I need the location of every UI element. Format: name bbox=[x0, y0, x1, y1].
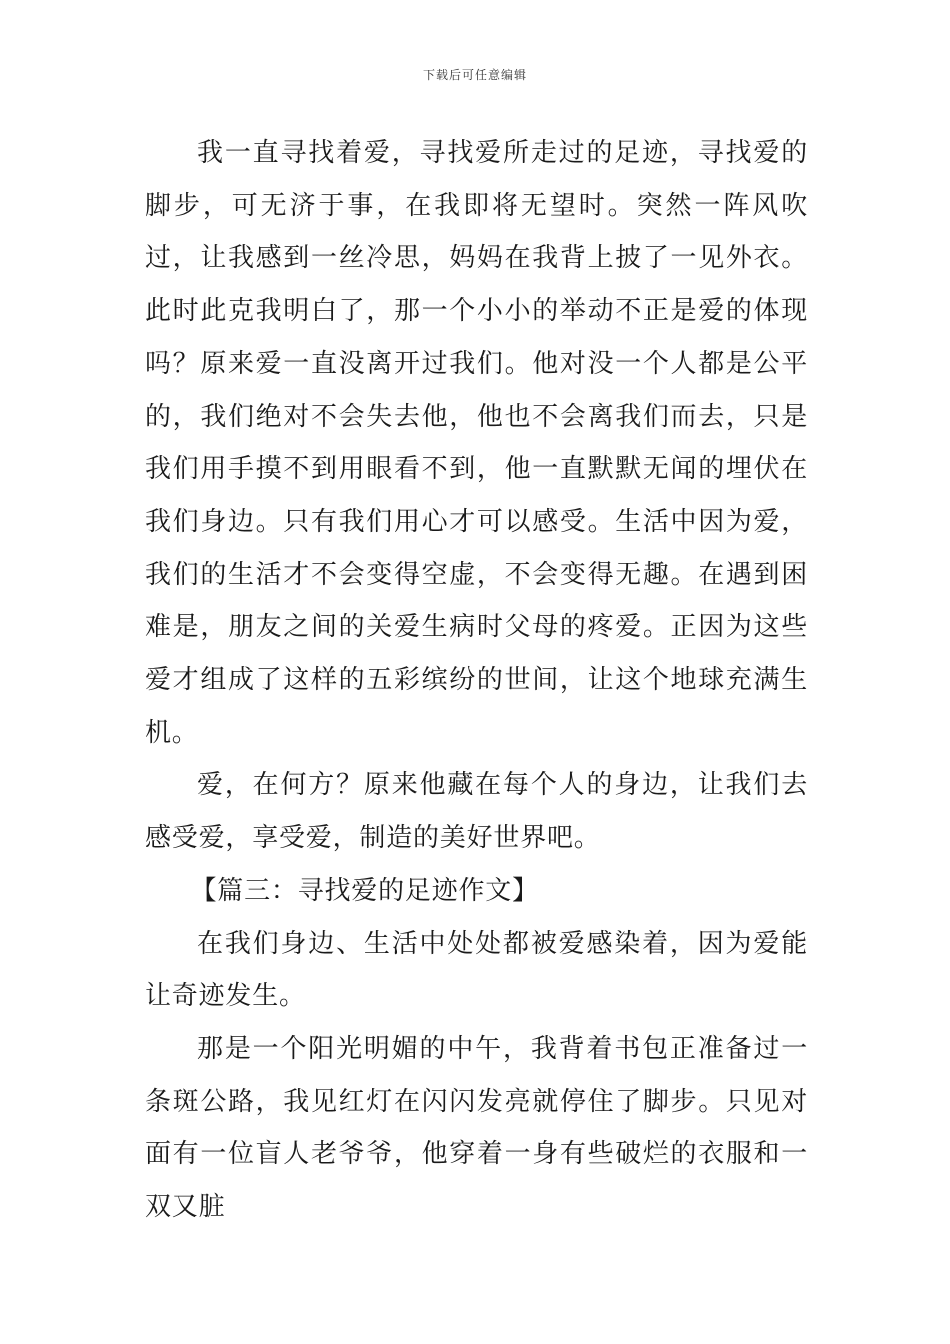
section-heading: 【篇三：寻找爱的足迹作文】 bbox=[190, 875, 539, 906]
page-header: 下载后可任意编辑 bbox=[422, 68, 527, 82]
paragraph: 那是一个阳光明媚的中午，我背着书包正准备过一条斑公路，我见红灯在闪闪发亮就停住了脚步。只见对面有一位盲人老爷爷，他穿着一身有些破烂的衣服和一双又脏 bbox=[145, 1033, 808, 1223]
paragraph: 爱，在何方？原来他藏在每个人的身边，让我们去感受爱，享受爱，制造的美好世界吧。 bbox=[145, 770, 808, 854]
paragraph: 我一直寻找着爱，寻找爱所走过的足迹，寻找爱的脚步，可无济于事，在我即将无望时。突然一阵风吹过，让我感到一丝冷思，妈妈在我背上披了一见外衣。此时此克我明白了，那一个小小的举动不正是爱的体现吗？原来爱一直没离开过我们。他对没一个人都是公平的，我们绝对不会失去他，他也不会离我们而去，只是我们用手摸不到用眼看不到，他一直默默无闻的埋伏在我们身边。只有我们用心才可以感受。生活中因为爱，我们的生活才不会变得空虚，不会变得无趣。在遇到困难是，朋友之间的关爱生病时父母的疼爱。正因为这些爱才组成了这样的五彩缤纷的世间，让这个地球充满生机。 bbox=[145, 138, 808, 748]
paragraph: 在我们身边、生活中处处都被爱感染着，因为爱能让奇迹发生。 bbox=[145, 928, 808, 1012]
document-body bbox=[145, 127, 808, 1234]
